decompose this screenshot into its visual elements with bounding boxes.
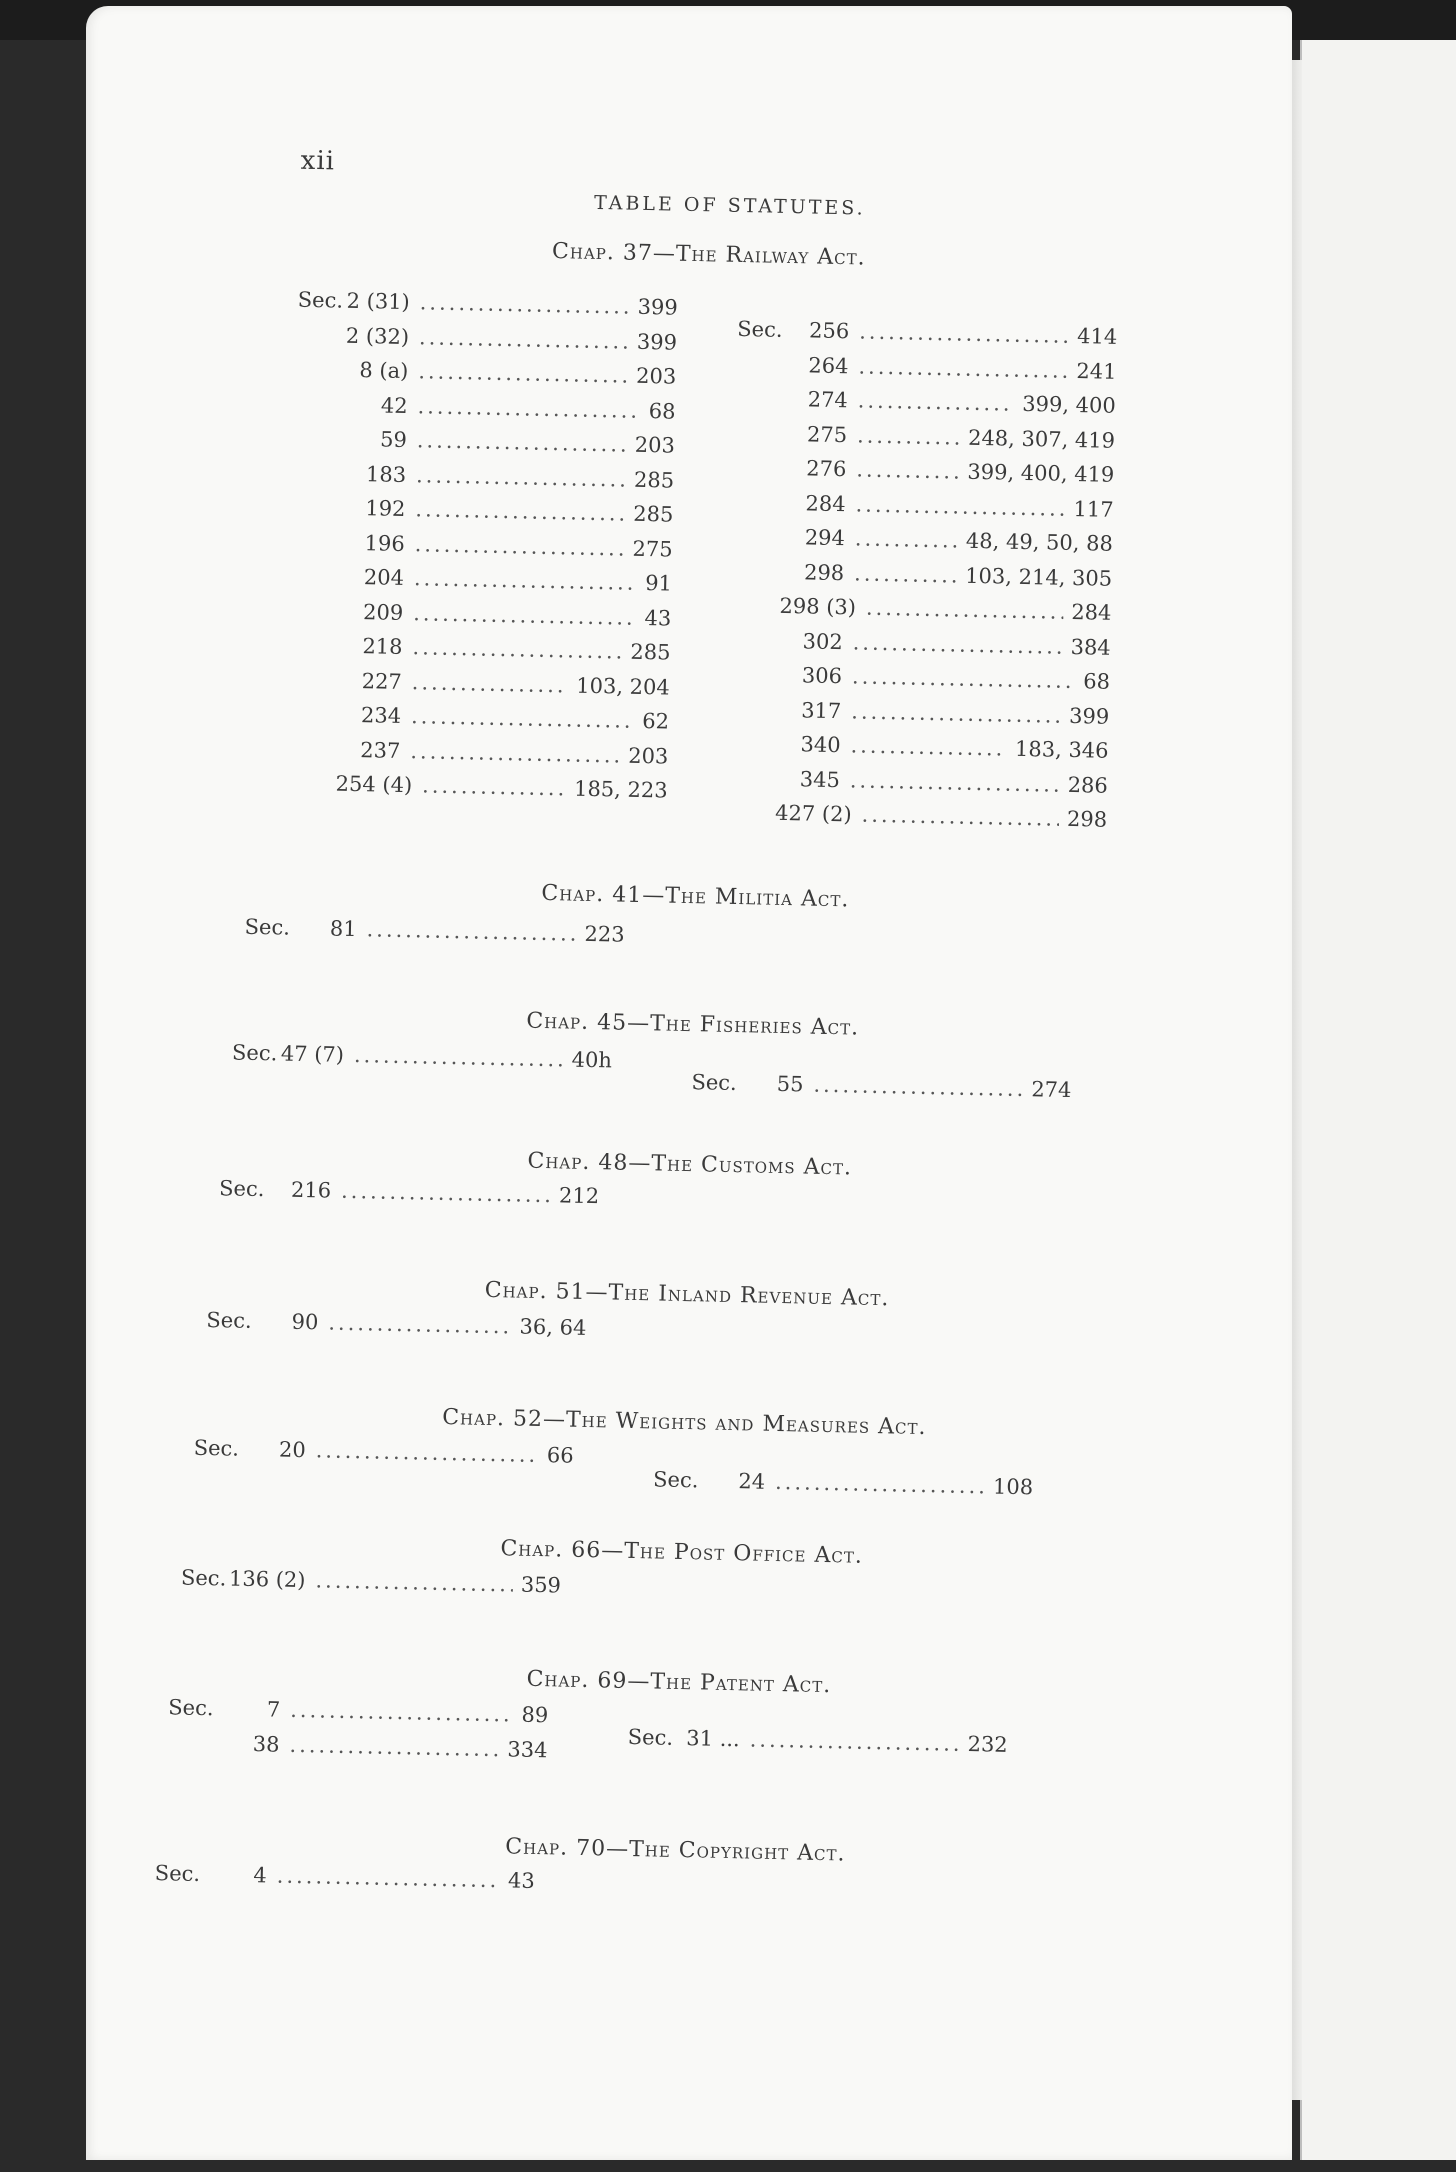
sec-label [728,750,776,751]
sec-label [729,715,777,716]
statute-entry [292,525,673,565]
page-reference: 414 [1076,324,1118,349]
chapter-heading: Chap. 70—The Copyright Act. [505,1834,846,1867]
dot-leader [855,488,1066,524]
dot-leader [341,1175,552,1211]
dot-leader [749,1723,960,1759]
page-reference: 48, 49, 50, 88 [965,528,1114,556]
section-number: 209 [362,599,404,625]
dot-leader [856,453,960,487]
page-reference: 212 [558,1183,600,1209]
chapter-heading: Chap. 69—The Patent Act. [526,1666,832,1699]
page-reference: 284 [1071,599,1112,625]
section-number: 276 [806,456,847,482]
sec-label: Sec. [652,1467,699,1493]
page-reference: 399 [636,329,678,355]
sec-label: Sec. [691,1070,738,1096]
statute-entry [727,796,1108,836]
sec-label: Sec. [180,1565,227,1591]
page-reference: 103, 214, 305 [964,563,1113,591]
section-number: 306 [801,663,843,689]
page-reference: 248, 307, 419 [967,425,1116,453]
section-number: 204 [363,565,405,590]
dot-leader [414,528,625,564]
dot-leader [855,522,959,556]
sec-label [296,376,344,377]
sec-label [295,445,343,446]
sec-label [731,646,779,647]
section-number: 274 [807,387,849,413]
sec-label: Sec. [627,1724,674,1750]
section-number: 24 [738,1469,766,1494]
statute-entry [154,1857,535,1897]
dot-leader [413,597,637,634]
page-reference: 285 [633,467,675,493]
statute-entry [728,727,1109,767]
dot-leader [276,1860,500,1897]
sec-label [289,721,337,722]
page-reference: 43 [644,605,672,631]
dot-leader [419,286,630,322]
dot-leader [775,1466,986,1502]
sec-label: Sec. [206,1307,252,1333]
dot-leader [289,1728,500,1764]
dot-leader [315,1564,513,1600]
page-reference: 103, 204 [576,673,671,700]
section-number: 227 [361,668,403,694]
statute-entry [181,1562,562,1602]
statute-entry [736,347,1117,387]
statute-entry [167,1726,548,1766]
sec-label [290,652,338,653]
sec-label [290,686,338,687]
dot-leader [861,799,1059,835]
page-reference: 286 [1067,772,1109,798]
page-reference: 91 [644,571,673,596]
section-number: 47 (7) [280,1041,345,1067]
section-number: 254 (4) [335,771,413,798]
page-reference: 203 [634,432,676,458]
sec-label [292,583,340,584]
section-number: 216 [290,1177,332,1203]
sec-label [736,405,784,406]
statute-entry [730,623,1111,663]
sec-label [734,508,782,509]
section-number: 38 [252,1731,280,1757]
sec-label [736,370,784,371]
section-number: 192 [365,496,406,521]
statute-entry [295,422,676,462]
page-reference: 399 [1068,703,1110,729]
chapter-heading: Chap. 66—The Post Office Act. [500,1536,864,1569]
sec-label [731,612,779,613]
dot-leader [415,493,626,529]
statute-entry [729,692,1110,732]
dot-leader [411,700,635,737]
statute-entry [737,313,1118,353]
sec-label: Sec. [218,1176,265,1202]
statute-entry [735,416,1116,456]
facing-page [1300,40,1456,2160]
statute-entry [297,284,678,324]
section-number: 264 [808,352,849,378]
dot-leader [850,764,1061,800]
statute-entry [232,1036,613,1076]
dot-leader [315,1434,539,1471]
page-reference: 274 [1031,1077,1072,1103]
statute-entry [206,1304,587,1344]
page-reference: 68 [1083,669,1111,694]
statute-entry [295,387,676,427]
dot-leader [366,913,577,949]
statute-entry [734,451,1115,491]
section-number: 8 (a) [359,357,409,384]
statute-entry [219,1172,600,1212]
statute-entry [736,382,1117,422]
section-number: 237 [360,737,401,763]
sec-label [728,784,776,785]
page-reference: 399, 400, 419 [967,459,1115,487]
chapter-heading: Chap. 41—The Militia Act. [541,880,850,913]
sec-label [297,341,345,342]
sec-label [293,548,341,549]
section-number: 218 [362,634,403,659]
page-reference: 399 [637,294,678,320]
sec-label [727,819,775,820]
section-number: 256 [808,318,850,344]
sec-label [288,790,336,791]
statute-entry [653,1463,1034,1503]
section-number: 7 [266,1697,281,1722]
section-number: 2 (32) [345,323,410,349]
page-reference: 185, 223 [573,776,668,803]
statute-entry [290,629,671,669]
page-reference: 285 [630,639,671,665]
page-reference: 298 [1066,806,1108,832]
section-number: 31 ... [686,1726,741,1752]
sec-label [294,479,342,480]
page-reference: 68 [648,398,676,424]
page-reference: 89 [521,1702,549,1728]
section-number: 183 [365,461,407,487]
sec-label [167,1749,215,1750]
statute-entry [728,761,1109,801]
section-number: 59 [379,427,408,452]
dot-leader [866,592,1064,628]
statute-entry [297,318,678,358]
dot-leader [414,562,638,599]
dot-leader [422,769,567,804]
chapter-heading: Chap. 52—The Weights and Measures Act. [441,1404,927,1441]
page-reference: 66 [546,1443,574,1468]
dot-leader [857,419,961,453]
dot-leader [854,557,958,591]
page-reference: 43 [507,1868,535,1893]
page-content [59,0,1310,2172]
page-reference: 285 [633,501,674,527]
statute-entry [691,1066,1072,1106]
dot-leader [851,695,1062,731]
statute-entry [293,491,674,531]
section-number: 298 (3) [779,593,857,620]
section-number: 427 (2) [774,800,852,827]
section-number: 345 [799,766,841,792]
statute-entry [733,485,1114,525]
dot-leader [852,660,1076,697]
page-reference: 241 [1076,358,1117,384]
dot-leader [813,1069,1024,1105]
section-number: 20 [278,1437,306,1463]
section-number: 234 [360,703,402,728]
section-number: 81 [329,916,357,942]
page-reference: 36, 64 [519,1314,587,1340]
statute-entry [291,594,672,634]
section-number: 90 [291,1309,319,1335]
page-reference: 203 [635,363,677,389]
sec-label [293,514,341,515]
sec-label [733,543,781,544]
section-number: 317 [800,697,842,723]
dot-leader [417,390,641,427]
section-number: 4 [253,1863,268,1888]
page-reference: 359 [520,1572,562,1598]
section-number: 2 (31) [346,288,411,315]
sec-label [734,474,782,475]
sec-label [288,755,336,756]
section-number: 136 (2) [228,1566,306,1593]
statute-entry [292,560,673,600]
page-reference: 334 [507,1736,548,1762]
section-number: 284 [805,490,846,516]
sec-label: Sec. [231,1040,278,1066]
sec-label: Sec. [244,914,291,940]
chapter-heading: Chap. 37—The Railway Act. [551,238,866,271]
statute-entry [168,1691,549,1731]
sec-label [295,410,343,411]
sec-label: Sec. [737,316,783,342]
page-reference: 40h [571,1047,613,1073]
page-reference: 183, 346 [1014,736,1109,763]
dot-leader [852,626,1063,662]
section-number: 298 [803,559,845,585]
statute-entry [290,663,671,703]
page-reference: 384 [1070,634,1111,660]
dot-leader [850,729,1007,764]
page-reference: 232 [967,1732,1008,1757]
section-number: 340 [800,732,841,758]
sec-label: Sec. [297,287,344,313]
section-number: 275 [806,421,848,447]
statute-entry [193,1432,574,1472]
sec-label: Sec. [168,1695,214,1721]
page-reference: 203 [627,743,669,769]
statute-entry [287,767,668,807]
dot-leader [419,321,630,357]
page-reference: 399, 400 [1022,391,1117,418]
statute-entry [296,353,677,393]
sec-label: Sec. [193,1435,240,1461]
dot-leader [290,1694,514,1731]
statute-entry [732,554,1113,594]
dot-leader [859,315,1070,351]
sec-label [291,617,339,618]
dot-leader [418,355,629,391]
dot-leader [858,350,1069,386]
running-head: TABLE OF STATUTES. [593,191,866,220]
statute-entry [733,520,1114,560]
section-number: 302 [802,628,844,654]
sec-label [735,439,783,440]
chapter-heading: Chap. 45—The Fisheries Act. [526,1008,860,1041]
section-number: 42 [380,392,408,418]
dot-leader [416,459,627,495]
sec-label: Sec. [154,1861,201,1886]
page-reference: 223 [584,921,625,947]
section-number: 294 [804,525,846,551]
book-page [86,6,1292,2160]
statute-entry [244,911,625,951]
statute-entry [730,658,1111,698]
chapter-heading: Chap. 51—The Inland Revenue Act. [484,1277,890,1312]
dot-leader [857,384,1014,419]
dot-leader [411,666,568,701]
statute-entry [288,732,669,772]
dot-leader [410,735,621,771]
chapter-heading: Chap. 48—The Customs Act. [527,1148,853,1181]
statute-entry [294,456,675,496]
page-reference: 275 [632,536,673,562]
page-number: xii [300,145,336,177]
dot-leader [417,424,628,460]
dot-leader [328,1307,512,1343]
page-reference: 117 [1073,496,1114,522]
statute-entry [731,589,1112,629]
sec-label [730,681,778,682]
statute-entry [289,698,670,738]
sec-label [732,577,780,578]
dot-leader [354,1039,564,1075]
statute-entry [627,1721,1008,1761]
dot-leader [412,631,623,667]
section-number: 55 [776,1071,804,1097]
section-number: 196 [364,530,405,556]
page-reference: 108 [992,1474,1034,1500]
page-reference: 62 [642,708,670,734]
